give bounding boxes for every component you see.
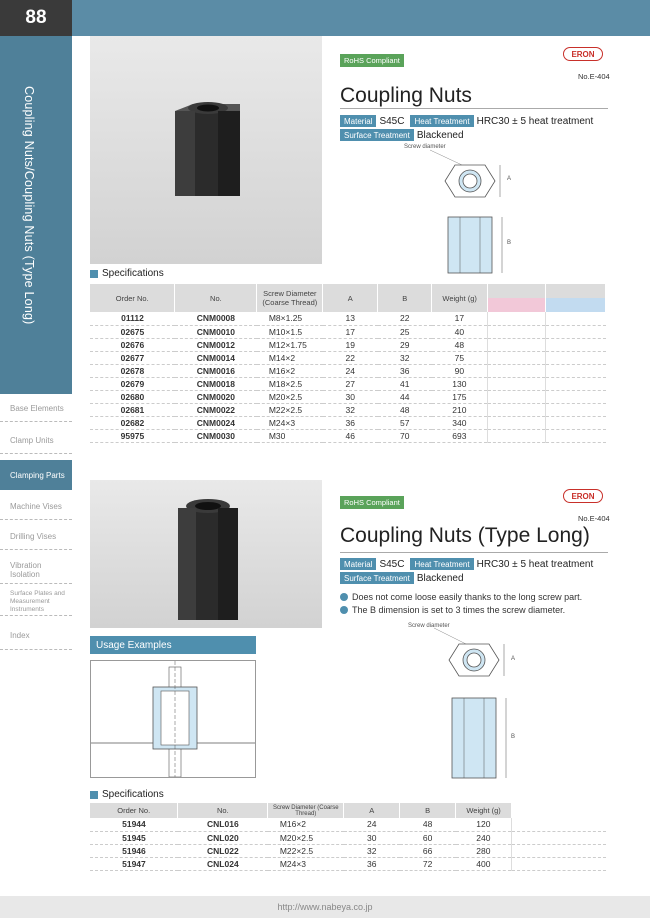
- cell-no: CNM0022: [175, 403, 257, 416]
- cell-blank: [546, 364, 606, 377]
- long-nut-diagram: [434, 624, 524, 780]
- eron-logo-2: ERON: [563, 489, 603, 503]
- spec-section-header-2: [90, 789, 164, 800]
- cell-no: CNM0016: [175, 364, 257, 377]
- cell-w: 400: [456, 857, 512, 870]
- table-row: [90, 312, 606, 325]
- cell-b: 70: [378, 429, 432, 442]
- cell-order: 95975: [90, 429, 175, 442]
- cell-blank: [488, 429, 546, 442]
- cell-w: 340: [432, 416, 488, 429]
- rohs-badge: RoHS Compliant: [340, 54, 404, 67]
- usage-example-drawing: [90, 660, 256, 778]
- dim-b-label: B: [507, 240, 512, 246]
- feature-item: The B dimension is set to 3 times the screw diameter.: [340, 603, 582, 616]
- cell-blank: [512, 844, 606, 857]
- feature-list: [340, 590, 582, 616]
- table-row: [90, 831, 606, 844]
- feature-item: Does not come loose easily thanks to the long screw part.: [340, 590, 582, 603]
- cell-screw: M16×2: [257, 364, 323, 377]
- cell-blank: [546, 390, 606, 403]
- surface-value: Blackened: [416, 129, 464, 141]
- table-row: [90, 377, 606, 390]
- material-tag: Material: [340, 115, 376, 127]
- cell-no: CNM0010: [175, 325, 257, 338]
- col-no-2: No.: [178, 803, 268, 818]
- cell-a: 19: [323, 338, 378, 351]
- spec-table-1: [90, 284, 606, 443]
- cell-blank: [546, 429, 606, 442]
- surface-tag: Surface Treatment: [340, 129, 414, 141]
- cell-w: 17: [432, 312, 488, 325]
- cell-a: 22: [323, 351, 378, 364]
- cell-a: 32: [344, 844, 400, 857]
- cell-a: 30: [344, 831, 400, 844]
- rohs-badge-2: RoHS Compliant: [340, 496, 404, 509]
- cell-a: 24: [323, 364, 378, 377]
- cell-blank: [546, 312, 606, 325]
- cell-no: CNL024: [178, 857, 268, 870]
- cell-order: 51945: [90, 831, 178, 844]
- cell-order: 02681: [90, 403, 175, 416]
- cell-b: 48: [378, 403, 432, 416]
- cell-blank: [488, 390, 546, 403]
- cell-w: 240: [456, 831, 512, 844]
- table-row: [90, 403, 606, 416]
- top-bar: [0, 0, 650, 36]
- cell-w: 40: [432, 325, 488, 338]
- nav-machine-vises[interactable]: Machine Vises: [0, 494, 72, 520]
- cell-a: 32: [323, 403, 378, 416]
- col-no: No.: [175, 284, 257, 312]
- cell-blank: [488, 377, 546, 390]
- cell-b: 29: [378, 338, 432, 351]
- cell-a: 30: [323, 390, 378, 403]
- spec-line-material-2: [340, 558, 599, 570]
- cell-w: 90: [432, 364, 488, 377]
- cell-blank: [488, 312, 546, 325]
- cell-screw: M10×1.5: [257, 325, 323, 338]
- cell-blank: [546, 377, 606, 390]
- cell-blank: [546, 403, 606, 416]
- screw-diameter-label: Screw diameter: [404, 144, 446, 150]
- col-extra-blue: [546, 284, 606, 312]
- cell-b: 22: [378, 312, 432, 325]
- cell-order: 02676: [90, 338, 175, 351]
- cell-blank: [512, 818, 606, 831]
- dim-a-label: A: [507, 176, 512, 182]
- cell-blank: [488, 351, 546, 364]
- col-order: Order No.: [90, 284, 175, 312]
- screw-diameter-label-2: Screw diameter: [408, 623, 450, 629]
- col-screw: Screw Diameter (Coarse Thread): [257, 284, 323, 312]
- table-row: [90, 844, 606, 857]
- product-title: Coupling Nuts: [340, 84, 472, 107]
- surface-value-2: Blackened: [416, 572, 464, 584]
- cell-no: CNM0020: [175, 390, 257, 403]
- usage-examples-header: Usage Examples: [90, 636, 256, 654]
- title-rule: [340, 108, 608, 109]
- product-number: No.E-404: [578, 72, 610, 81]
- spec-line-material: [340, 115, 599, 127]
- cell-order: 02682: [90, 416, 175, 429]
- cell-a: 46: [323, 429, 378, 442]
- cell-blank: [512, 857, 606, 870]
- cell-b: 41: [378, 377, 432, 390]
- cell-order: 02680: [90, 390, 175, 403]
- cell-a: 36: [344, 857, 400, 870]
- cell-no: CNL016: [178, 818, 268, 831]
- cell-b: 36: [378, 364, 432, 377]
- table-row: [90, 390, 606, 403]
- table-row: [90, 818, 606, 831]
- cell-blank: [546, 325, 606, 338]
- nav-clamping-parts[interactable]: Clamping Parts: [0, 460, 72, 490]
- spec-section-header: [90, 268, 164, 279]
- heat-tag-2: Heat Treatment: [410, 558, 473, 570]
- sidebar-title-panel: [0, 36, 72, 394]
- cell-a: 17: [323, 325, 378, 338]
- cell-w: 210: [432, 403, 488, 416]
- cell-w: 280: [456, 844, 512, 857]
- heat-value-2: HRC30 ± 5 heat treatment: [476, 558, 594, 570]
- col-screw-2: Screw Diameter (Coarse Thread): [268, 803, 344, 818]
- cell-blank: [546, 351, 606, 364]
- col-a-2: A: [344, 803, 400, 818]
- page-number: 88: [0, 0, 72, 36]
- cell-order: 51946: [90, 844, 178, 857]
- cell-order: 51947: [90, 857, 178, 870]
- cell-screw: M20×2.5: [257, 390, 323, 403]
- cell-screw: M22×2.5: [257, 403, 323, 416]
- cell-order: 01112: [90, 312, 175, 325]
- cell-w: 48: [432, 338, 488, 351]
- spec-title-2: Specifications: [102, 789, 164, 800]
- cell-screw: M24×3: [268, 857, 344, 870]
- sidebar-title: Coupling Nuts/Coupling Nuts (Type Long): [22, 86, 36, 325]
- cell-a: 36: [323, 416, 378, 429]
- cell-a: 24: [344, 818, 400, 831]
- surface-tag-2: Surface Treatment: [340, 572, 414, 584]
- table-row: [90, 429, 606, 442]
- cell-no: CNM0014: [175, 351, 257, 364]
- cell-blank: [488, 364, 546, 377]
- dim-b-label-2: B: [511, 734, 516, 740]
- table-row: [90, 325, 606, 338]
- cell-order: 02678: [90, 364, 175, 377]
- spec-line-surface: [340, 129, 470, 141]
- cell-a: 27: [323, 377, 378, 390]
- cell-order: 51944: [90, 818, 178, 831]
- cell-screw: M30: [257, 429, 323, 442]
- cell-screw: M22×2.5: [268, 844, 344, 857]
- cell-screw: M20×2.5: [268, 831, 344, 844]
- coupling-nut-photo: [90, 36, 322, 264]
- nav-index[interactable]: Index: [0, 622, 72, 650]
- footer-url[interactable]: http://www.nabeya.co.jp: [0, 896, 650, 918]
- material-value: S45C: [379, 115, 405, 127]
- nav-surface-plates[interactable]: Surface Plates and Measurement Instruments: [0, 588, 72, 616]
- col-weight-2: Weight (g): [456, 803, 512, 818]
- cell-order: 02679: [90, 377, 175, 390]
- cell-no: CNM0018: [175, 377, 257, 390]
- nut-diagram: [430, 145, 520, 275]
- cell-blank: [488, 338, 546, 351]
- table-row: [90, 857, 606, 870]
- product-title-2: Coupling Nuts (Type Long): [340, 524, 590, 547]
- cell-blank: [488, 325, 546, 338]
- coupling-nut-long-photo: [90, 480, 322, 628]
- cell-b: 44: [378, 390, 432, 403]
- cell-screw: M14×2: [257, 351, 323, 364]
- cell-b: 48: [400, 818, 456, 831]
- spec-table-2: [90, 803, 606, 871]
- material-value-2: S45C: [379, 558, 405, 570]
- cell-screw: M12×1.75: [257, 338, 323, 351]
- product-number-2: No.E-404: [578, 514, 610, 523]
- col-b-2: B: [400, 803, 456, 818]
- cell-no: CNM0030: [175, 429, 257, 442]
- cell-order: 02675: [90, 325, 175, 338]
- nav-base-elements[interactable]: Base Elements: [0, 396, 72, 422]
- cell-blank: [546, 416, 606, 429]
- title-rule-2: [340, 552, 608, 553]
- cell-b: 72: [400, 857, 456, 870]
- col-order-2: Order No.: [90, 803, 178, 818]
- cell-w: 130: [432, 377, 488, 390]
- material-tag-2: Material: [340, 558, 376, 570]
- col-extra-pink: [488, 284, 546, 312]
- cell-screw: M8×1.25: [257, 312, 323, 325]
- col-weight: Weight (g): [432, 284, 488, 312]
- nav-clamp-units[interactable]: Clamp Units: [0, 428, 72, 454]
- spec-title: Specifications: [102, 268, 164, 279]
- cell-no: CNL020: [178, 831, 268, 844]
- cell-b: 32: [378, 351, 432, 364]
- nav-vibration-isolation[interactable]: Vibration Isolation: [0, 556, 72, 584]
- cell-order: 02677: [90, 351, 175, 364]
- cell-screw: M18×2.5: [257, 377, 323, 390]
- table-row: [90, 338, 606, 351]
- spec-line-surface-2: [340, 572, 470, 584]
- cell-b: 60: [400, 831, 456, 844]
- col-b: B: [378, 284, 432, 312]
- cell-no: CNM0024: [175, 416, 257, 429]
- dim-a-label-2: A: [511, 656, 516, 662]
- cell-no: CNM0008: [175, 312, 257, 325]
- col-a: A: [323, 284, 378, 312]
- cell-screw: M16×2: [268, 818, 344, 831]
- cell-blank: [488, 403, 546, 416]
- eron-logo: ERON: [563, 47, 603, 61]
- cell-w: 175: [432, 390, 488, 403]
- cell-no: CNL022: [178, 844, 268, 857]
- cell-blank: [488, 416, 546, 429]
- cell-w: 120: [456, 818, 512, 831]
- cell-blank: [512, 831, 606, 844]
- cell-b: 66: [400, 844, 456, 857]
- heat-value: HRC30 ± 5 heat treatment: [476, 115, 594, 127]
- cell-b: 57: [378, 416, 432, 429]
- cell-w: 75: [432, 351, 488, 364]
- col-blank-2: [512, 803, 606, 818]
- cell-w: 693: [432, 429, 488, 442]
- cell-b: 25: [378, 325, 432, 338]
- cell-no: CNM0012: [175, 338, 257, 351]
- cell-a: 13: [323, 312, 378, 325]
- table-row: [90, 364, 606, 377]
- table-row: [90, 416, 606, 429]
- table-row: [90, 351, 606, 364]
- cell-blank: [546, 338, 606, 351]
- heat-tag: Heat Treatment: [410, 115, 473, 127]
- nav-drilling-vises[interactable]: Drilling Vises: [0, 524, 72, 550]
- cell-screw: M24×3: [257, 416, 323, 429]
